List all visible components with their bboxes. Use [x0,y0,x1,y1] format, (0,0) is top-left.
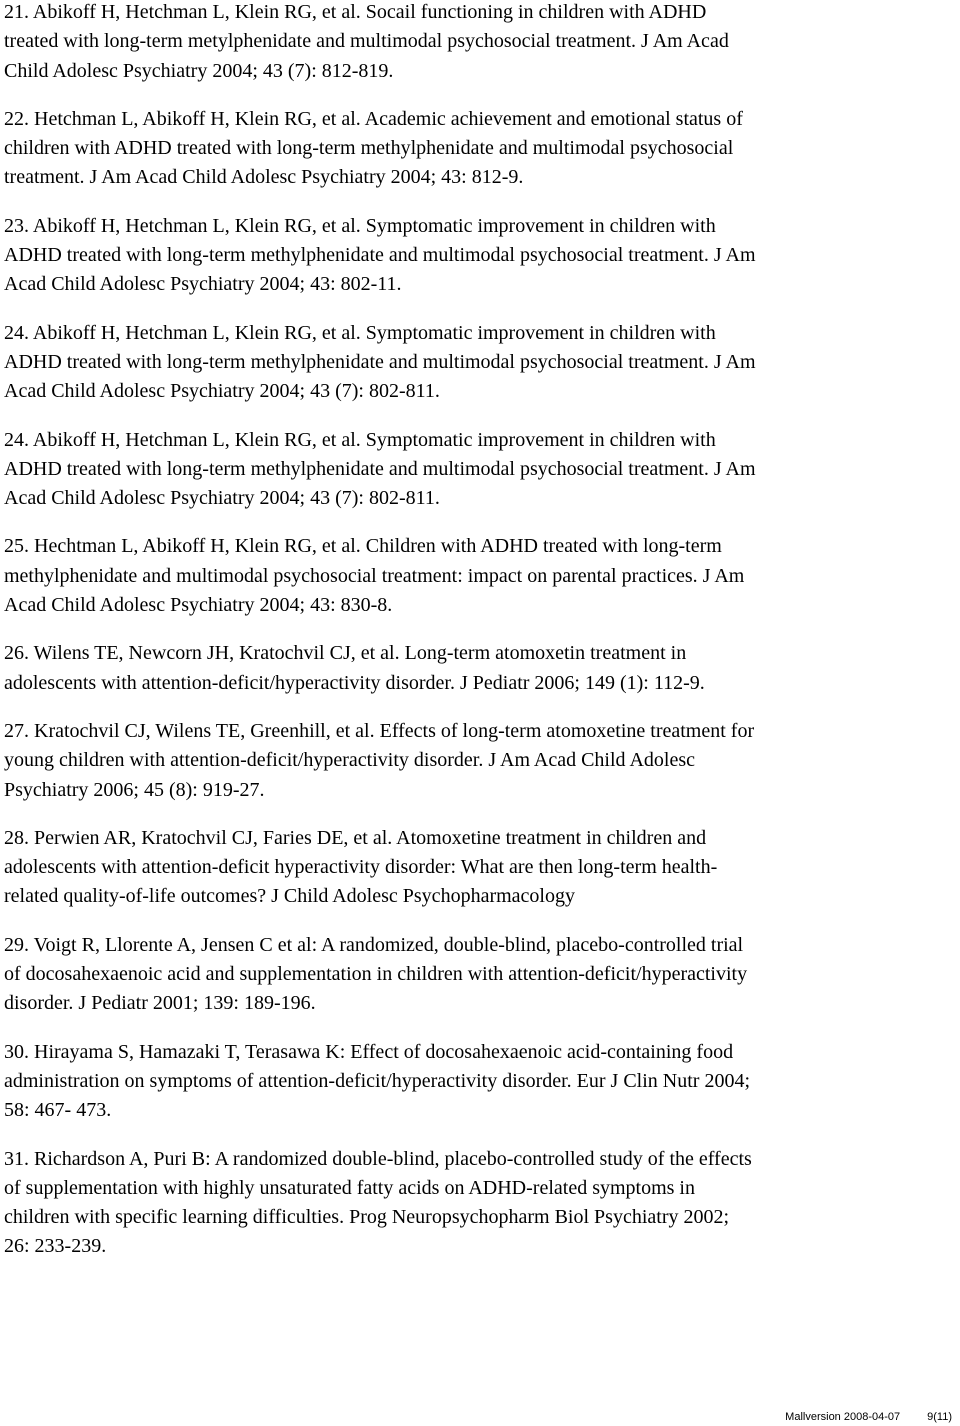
reference-line: children with specific learning difficulties. Prog Neuropsychopharm Biol Psychiatry 2002; [4,1206,730,1229]
reference-line: treatment. J Am Acad Child Adolesc Psychiatry 2004; 43: 812-9. [4,166,524,189]
reference-30 [4,1038,854,1126]
reference-line: of supplementation with highly unsaturated fatty acids on ADHD-related symptoms in [4,1176,695,1199]
reference-line: 31. Richardson A, Puri B: A randomized double-blind, placebo-controlled study of the effects [4,1147,752,1170]
reference-line: 23. Abikoff H, Hetchman L, Klein RG, et al. Symptomatic improvement in children with [4,214,716,237]
reference-line: administration on symptoms of attention-deficit/hyperactivity disorder. Eur J Clin Nutr 2004; [4,1069,750,1092]
reference-line: Acad Child Adolesc Psychiatry 2004; 43: 802-11. [4,273,402,296]
reference-line: methylphenidate and multimodal psychosocial treatment: impact on parental practices. J Am [4,564,745,587]
reference-29 [4,931,854,1019]
reference-line: 26: 233-239. [4,1235,107,1258]
reference-23 [4,212,854,300]
reference-31 [4,1145,854,1262]
reference-line: related quality-of-life outcomes? J Child Adolesc Psychopharmacology [4,885,575,908]
reference-line: 25. Hechtman L, Abikoff H, Klein RG, et al. Children with ADHD treated with long-term [4,535,722,558]
reference-28 [4,824,854,912]
reference-line: young children with attention-deficit/hyperactivity disorder. J Am Acad Child Adolesc [4,749,695,772]
reference-line: adolescents with attention-deficit/hyperactivity disorder. J Pediatr 2006; 149 (1): 112-9. [4,671,705,694]
reference-line: 58: 467- 473. [4,1099,112,1122]
reference-22 [4,105,854,193]
reference-line: 30. Hirayama S, Hamazaki T, Terasawa K: Effect of docosahexaenoic acid-containing food [4,1040,734,1063]
reference-line: 24. Abikoff H, Hetchman L, Klein RG, et al. Symptomatic improvement in children with [4,428,716,451]
reference-line: Acad Child Adolesc Psychiatry 2004; 43: 830-8. [4,594,393,617]
reference-line: 28. Perwien AR, Kratochvil CJ, Faries DE, et al. Atomoxetine treatment in children and [4,826,707,849]
reference-line: disorder. J Pediatr 2001; 139: 189-196. [4,992,316,1015]
reference-21 [4,0,854,86]
reference-list [4,0,854,1281]
reference-line: ADHD treated with long-term methylphenidate and multimodal psychosocial treatment. J Am [4,457,756,480]
reference-line: children with ADHD treated with long-term methylphenidate and multimodal psychosocial [4,137,734,160]
reference-line: ADHD treated with long-term methylphenidate and multimodal psychosocial treatment. J Am [4,244,756,267]
reference-line: 21. Abikoff H, Hetchman L, Klein RG, et al. Socail functioning in children with ADHD [4,1,707,23]
reference-25 [4,532,854,620]
reference-line: adolescents with attention-deficit hyperactivity disorder: What are then long-term health- [4,856,718,879]
reference-24-duplicate [4,426,854,514]
page-number: 9(11) [927,1411,952,1423]
reference-line: 29. Voigt R, Llorente A, Jensen C et al: A randomized, double-blind, placebo-controlled trial [4,933,744,956]
page-footer [785,1411,952,1424]
reference-26 [4,639,854,698]
reference-line: Child Adolesc Psychiatry 2004; 43 (7): 812-819. [4,59,394,82]
reference-line: 22. Hetchman L, Abikoff H, Klein RG, et al. Academic achievement and emotional status of [4,107,743,130]
reference-line: Psychiatry 2006; 45 (8): 919-27. [4,778,265,801]
reference-line: Acad Child Adolesc Psychiatry 2004; 43 (7): 802-811. [4,487,440,510]
reference-line: of docosahexaenoic acid and supplementation in children with attention-deficit/hyperactivity [4,963,748,986]
reference-line: ADHD treated with long-term methylphenidate and multimodal psychosocial treatment. J Am [4,350,756,373]
template-version: Mallversion 2008-04-07 [785,1411,901,1423]
reference-line: Acad Child Adolesc Psychiatry 2004; 43 (7): 802-811. [4,380,440,403]
reference-line: 27. Kratochvil CJ, Wilens TE, Greenhill, et al. Effects of long-term atomoxetine treatment for [4,719,755,742]
reference-27 [4,717,854,805]
reference-line: 26. Wilens TE, Newcorn JH, Kratochvil CJ, et al. Long-term atomoxetin treatment in [4,642,687,665]
reference-24 [4,319,854,407]
reference-line: treated with long-term metylphenidate and multimodal psychosocial treatment. J Am Acad [4,30,729,53]
reference-line: 24. Abikoff H, Hetchman L, Klein RG, et al. Symptomatic improvement in children with [4,321,716,344]
